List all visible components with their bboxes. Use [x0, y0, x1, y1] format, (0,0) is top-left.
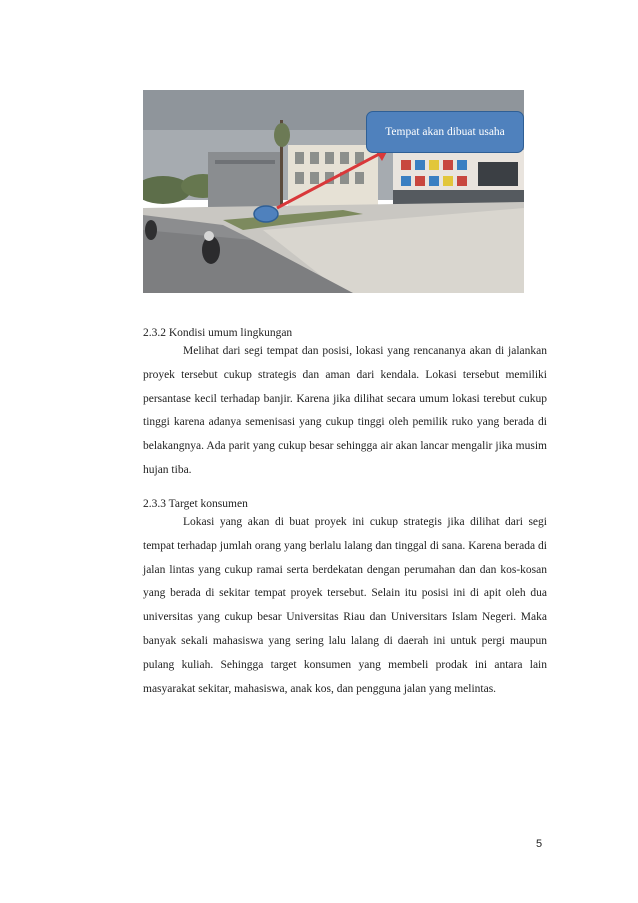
section-paragraph: Lokasi yang akan di buat proyek ini cukup strategis jika dilihat dari segi tempat terhadap jumlah orang yang berlalu lalang dan tinggal di sana. Karena berada di jalan lintas yang cukup ramai serta berdekatan dengan perumahan dan dan kos-kosan yang berada di sekitar tempat proyek tersebut. Selain itu posisi ini di apit oleh dua universitas yang cukup besar Universitas Riau dan Universitars Islam Negeri. Maka banyak sekali mahasiswa yang sering lalu lalang di daerah ini untuk pergi maupun pulang kuliah. Sehingga target konsumen yang membeli prodak ini antara lain masyarakat sekitar, mahasiswa, anak kos, dan pengguna jalan yang melintas. — [143, 516, 547, 695]
section-target-konsumen — [143, 497, 547, 701]
page-number: 5 — [536, 838, 543, 850]
section-heading: 2.3.3 Target konsumen — [143, 498, 248, 510]
callout-label: Tempat akan dibuat usaha — [385, 126, 505, 138]
section-paragraph: Melihat dari segi tempat dan posisi, lokasi yang rencananya akan di jalankan proyek tersebut cukup strategis dan aman dari kendala. Lokasi tersebut memiliki persantase kecil terhadap banjir. Karena jika dilihat secara umum lokasi terebut cukup tinggi karena adanya semenisasi yang cukup tinggi oleh pemilik ruko yang berada di belakangnya. Ada parit yang cukup besar sehingga air akan lancar mengalir jika musim hujan tiba. — [143, 345, 547, 476]
section-kondisi-umum — [143, 326, 547, 483]
location-callout — [366, 111, 524, 153]
section-heading: 2.3.2 Kondisi umum lingkungan — [143, 327, 293, 339]
